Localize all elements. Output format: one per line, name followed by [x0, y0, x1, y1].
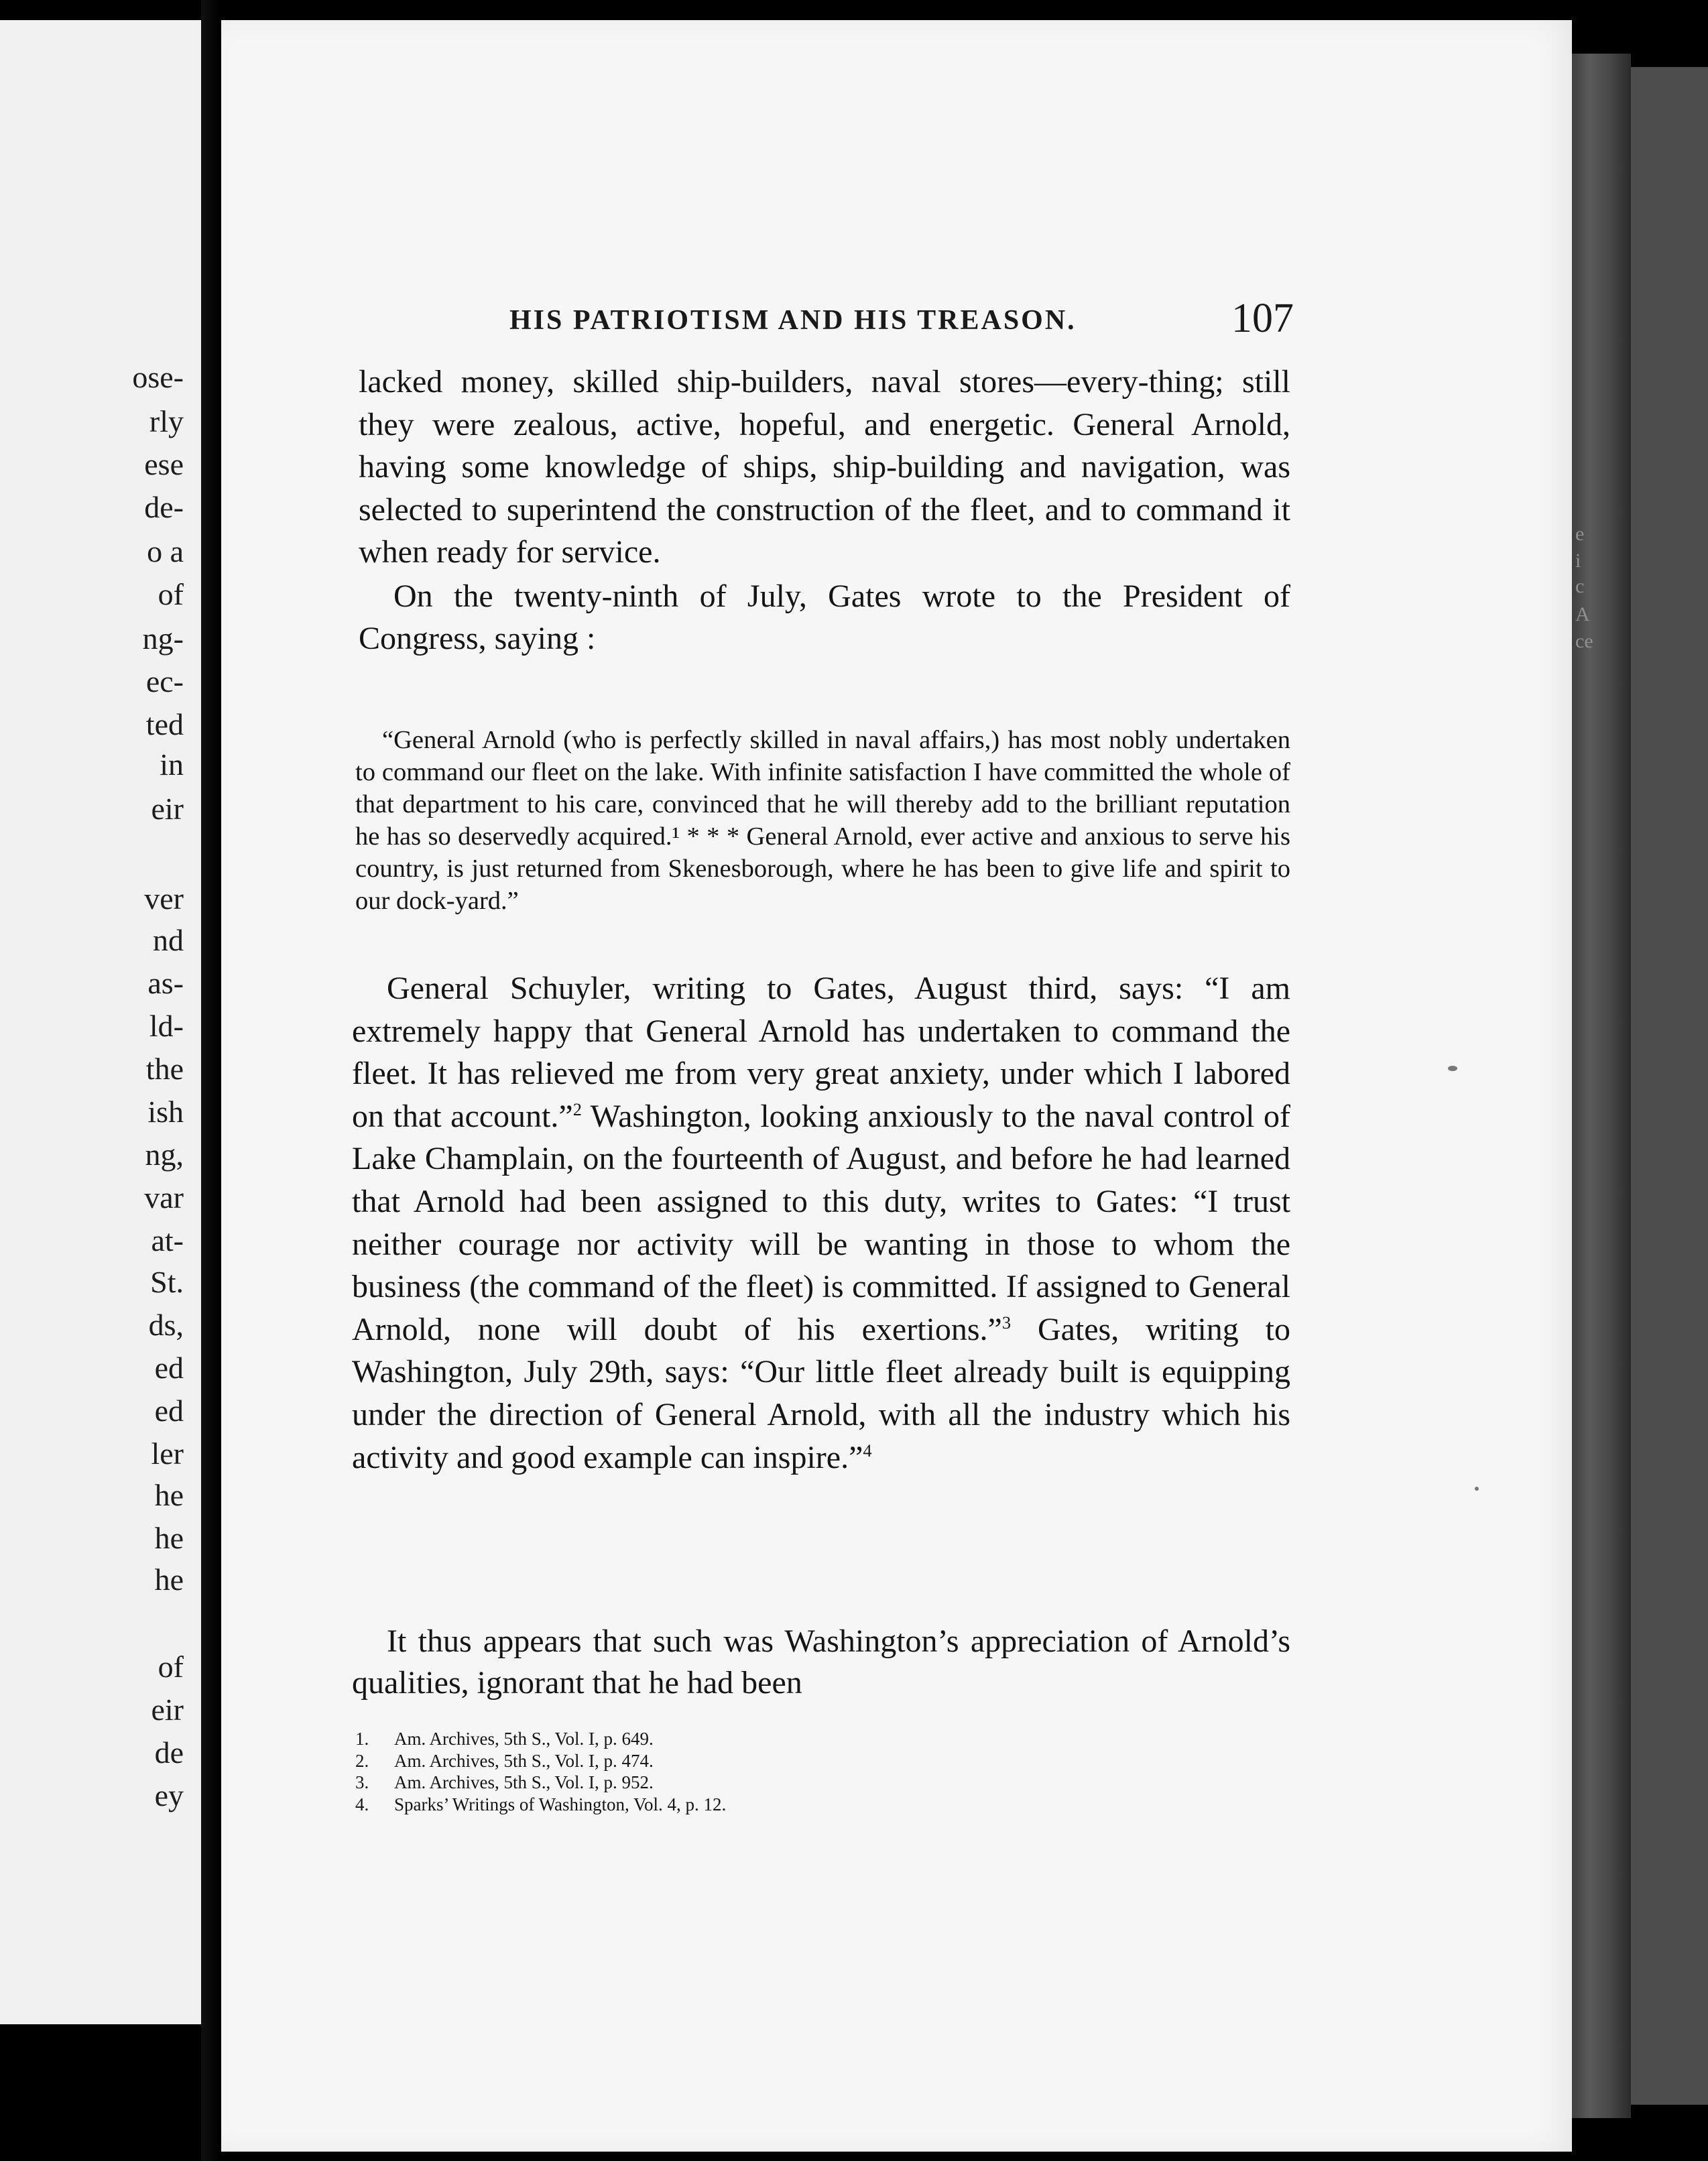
left-page-fragment: at-: [151, 1223, 184, 1257]
left-page-fragment: ted: [145, 707, 184, 741]
book-cover-edge: [1631, 67, 1708, 2105]
left-page-fragment: rly: [149, 404, 184, 438]
paragraph: [352, 967, 1290, 1479]
footnote-number: 4.: [355, 1794, 369, 1814]
left-page-fragment: ver: [144, 881, 184, 916]
quote-text: “General Arnold (who is perfectly skilled in naval affairs,) has most nobly undertaken to command our fleet on the lake. With infinite satisfaction I have committed the whole of that department to his care, convinced that he will thereby add to the brilliant reputation he has so deservedly acquired.¹ * * * General Arnold, ever active and anxious to serve his country, is just returned from Skenesborough, where he has been to give life and spirit to our dock-yard.”: [355, 726, 1290, 915]
left-page-fragment: of: [158, 1650, 184, 1684]
left-page-fragment: in: [160, 747, 184, 782]
left-page-fragment: ds,: [148, 1308, 184, 1342]
scan-speck: [1448, 1066, 1457, 1071]
footnote-ref: 3: [1001, 1312, 1012, 1333]
footnotes: [355, 1728, 959, 1815]
paragraph: On the twenty-ninth of July, Gates wrote to the President of Congress, saying :: [359, 578, 1290, 656]
paragraph: lacked money, skilled ship-builders, naval stores—every-thing; still they were zealous, active, hopeful, and energetic. General Arnold, having some knowledge of ships, ship-building and navigation, was selected to superintend the construction of the fleet, and to command it when ready for service.: [359, 364, 1290, 570]
left-page-fragment: ec-: [145, 664, 184, 698]
left-page-fragment: ose-: [132, 360, 184, 394]
page-number: 107: [1231, 296, 1294, 341]
footnote-text: Am. Archives, 5th S., Vol. I, p. 474.: [394, 1750, 654, 1771]
left-page-fragment: of: [158, 577, 184, 611]
left-page-fragment: ish: [147, 1095, 184, 1129]
left-page-fragment: ld-: [149, 1009, 184, 1043]
facing-left-page: [0, 20, 201, 2024]
left-page-fragment: var: [144, 1180, 184, 1215]
footnote-number: 3.: [355, 1772, 369, 1792]
footnote: [355, 1750, 959, 1772]
paragraph-text: Gates, writing to Washington, July 29th, says: “Our little fleet already built is equipping under the direction of General Arnold, with all the industry which his activity and good example can inspire.”: [352, 1311, 1291, 1475]
body-text-bottom: [352, 1621, 1290, 1704]
edge-fragment: c: [1575, 575, 1585, 597]
left-page-fragment: ng-: [142, 621, 184, 656]
left-page-fragment: St.: [150, 1265, 184, 1299]
running-header: [509, 295, 1294, 349]
left-page-fragment: eir: [151, 792, 184, 826]
body-text-middle: [352, 967, 1290, 1479]
footnote-number: 2.: [355, 1750, 369, 1771]
scan-speck: [1475, 1487, 1479, 1491]
left-page-fragment: he: [154, 1478, 184, 1512]
edge-fragment: A: [1575, 603, 1590, 625]
edge-fragment: i: [1575, 550, 1581, 572]
footnote: [355, 1794, 959, 1816]
footnote-text: Am. Archives, 5th S., Vol. I, p. 649.: [394, 1729, 654, 1749]
paragraph: It thus appears that such was Washington’s appreciation of Arnold’s qualities, ignorant that he had been: [352, 1623, 1290, 1701]
edge-fragment: e: [1575, 523, 1585, 545]
left-page-fragment: o a: [147, 534, 184, 568]
paragraph-text: Washington, looking anxiously to the naval control of Lake Champlain, on the fourteenth of August, and before he had learned that Arnold had been assigned to this duty, writes to Gates: “I trust neither courage nor activity will be wanting in those to whom the business (the command of the fleet) is committed. If assigned to General Arnold, none will doubt of his exertions.”: [352, 1098, 1291, 1347]
footnote-number: 1.: [355, 1729, 369, 1749]
left-page-fragment: de: [154, 1735, 184, 1770]
page-edge-stack: [1572, 54, 1631, 2118]
body-text-top: [359, 361, 1290, 660]
footnote-text: Sparks’ Writings of Washington, Vol. 4, p. 12.: [394, 1794, 727, 1814]
book-gutter: [201, 0, 220, 2161]
paragraph-text: General Schuyler, writing to Gates, August third, says: “I am extremely happy that General Arnold has undertaken to command the fleet. It has relieved me from very great anxiety, under which I labored on that account.”: [352, 971, 1290, 1134]
left-page-fragment: as-: [147, 966, 184, 1000]
edge-fragment: ce: [1575, 630, 1593, 652]
running-title: HIS PATRIOTISM AND HIS TREASON.: [509, 305, 1077, 336]
left-page-fragment: ler: [151, 1436, 184, 1471]
left-page-fragment: ng,: [145, 1137, 184, 1172]
block-quote: [355, 724, 1290, 917]
footnote-ref: 2: [572, 1099, 582, 1119]
left-page-fragment: ey: [154, 1778, 184, 1812]
footnote: [355, 1728, 959, 1750]
footnote: [355, 1772, 959, 1794]
left-page-fragment: de-: [144, 490, 184, 524]
left-page-fragment: he: [154, 1521, 184, 1555]
footnote-ref: 4: [863, 1440, 872, 1461]
footnote-text: Am. Archives, 5th S., Vol. I, p. 952.: [394, 1772, 654, 1792]
left-page-fragment: ed: [154, 1394, 184, 1428]
left-page-fragment: ese: [144, 447, 184, 481]
left-page-fragment: the: [145, 1052, 184, 1086]
left-page-fragment: eir: [151, 1692, 184, 1727]
left-page-fragment: ed: [154, 1351, 184, 1385]
left-page-fragment: he: [154, 1562, 184, 1597]
left-page-fragment: nd: [153, 923, 184, 957]
